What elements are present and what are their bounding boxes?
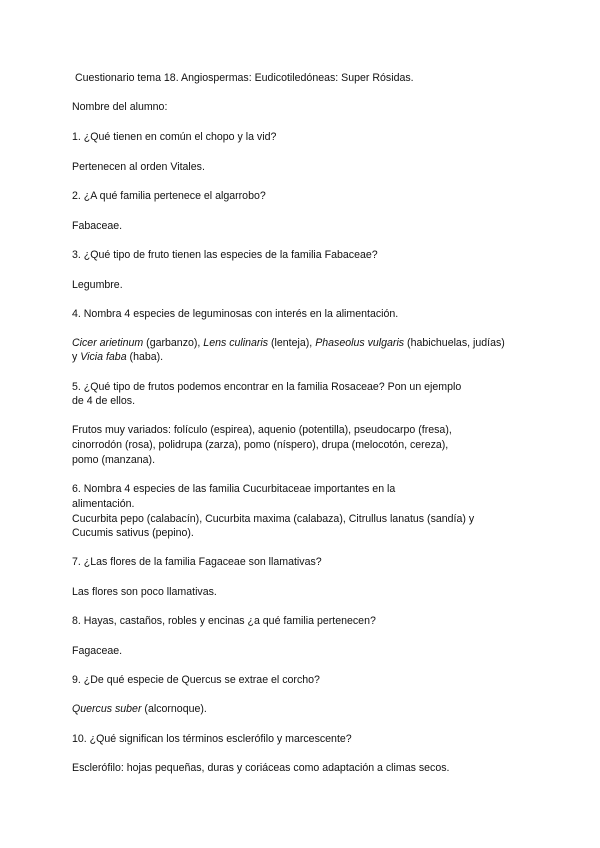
answer-5-line-1: Frutos muy variados: folículo (espirea), aquenio (potentilla), pseudocarpo (fresa),: [72, 424, 452, 436]
species-name: Phaseolus vulgaris: [315, 337, 405, 349]
question-1: 1. ¿Qué tienen en común el chopo y la vid?: [72, 131, 277, 143]
common-name: (alcornoque).: [141, 703, 207, 715]
answer-5-line-3: pomo (manzana).: [72, 454, 156, 466]
page-title: Cuestionario tema 18. Angiospermas: Eudicotiledóneas: Super Rósidas.: [75, 72, 414, 84]
answer-7: Las flores son poco llamativas.: [72, 586, 217, 598]
question-5-line-1: 5. ¿Qué tipo de frutos podemos encontrar en la familia Rosaceae? Pon un ejemplo: [72, 381, 462, 393]
question-8: 8. Hayas, castaños, robles y encinas ¿a qué familia pertenecen?: [72, 615, 376, 627]
answer-8: Fagaceae.: [72, 645, 123, 657]
answer-5-line-2: cinorrodón (rosa), polidrupa (zarza), pomo (níspero), drupa (melocotón, cereza),: [72, 439, 449, 451]
question-6-line-2: alimentación.: [72, 498, 135, 510]
common-name: (garbanzo),: [143, 337, 204, 349]
answer-4-line-1: [72, 337, 505, 350]
answer-9: [72, 703, 207, 716]
student-name-label: Nombre del alumno:: [72, 101, 168, 113]
conjunction: y: [72, 351, 81, 363]
question-5-line-2: de 4 de ellos.: [72, 395, 136, 407]
question-6-line-1: 6. Nombra 4 especies de las familia Cucurbitaceae importantes en la: [72, 483, 396, 495]
answer-6-line-2: Cucumis sativus (pepino).: [72, 527, 194, 539]
answer-1: Pertenecen al orden Vitales.: [72, 161, 205, 173]
answer-2: Fabaceae.: [72, 220, 123, 232]
answer-6-line-1: Cucurbita pepo (calabacín), Cucurbita maxima (calabaza), Citrullus lanatus (sandía) y: [72, 513, 475, 525]
question-3: 3. ¿Qué tipo de fruto tienen las especies de la familia Fabaceae?: [72, 249, 378, 261]
species-name: Lens culinaris: [203, 337, 269, 349]
common-name: (lenteja),: [268, 337, 316, 349]
question-10: 10. ¿Qué significan los términos esclerófilo y marcescente?: [72, 733, 352, 745]
common-name: (haba).: [126, 351, 164, 363]
answer-3: Legumbre.: [72, 279, 123, 291]
answer-10: Esclerófilo: hojas pequeñas, duras y coriáceas como adaptación a climas secos.: [72, 762, 450, 774]
species-name: Vicia faba: [80, 351, 127, 363]
question-2: 2. ¿A qué familia pertenece el algarrobo?: [72, 190, 266, 202]
common-name: (habichuelas, judías): [404, 337, 505, 349]
species-name: Cicer arietinum: [72, 337, 144, 349]
question-9: 9. ¿De qué especie de Quercus se extrae el corcho?: [72, 674, 320, 686]
question-7: 7. ¿Las flores de la familia Fagaceae son llamativas?: [72, 556, 322, 568]
question-4: 4. Nombra 4 especies de leguminosas con interés en la alimentación.: [72, 308, 399, 320]
answer-4-line-2: [72, 351, 163, 364]
species-name: Quercus suber: [72, 703, 142, 715]
